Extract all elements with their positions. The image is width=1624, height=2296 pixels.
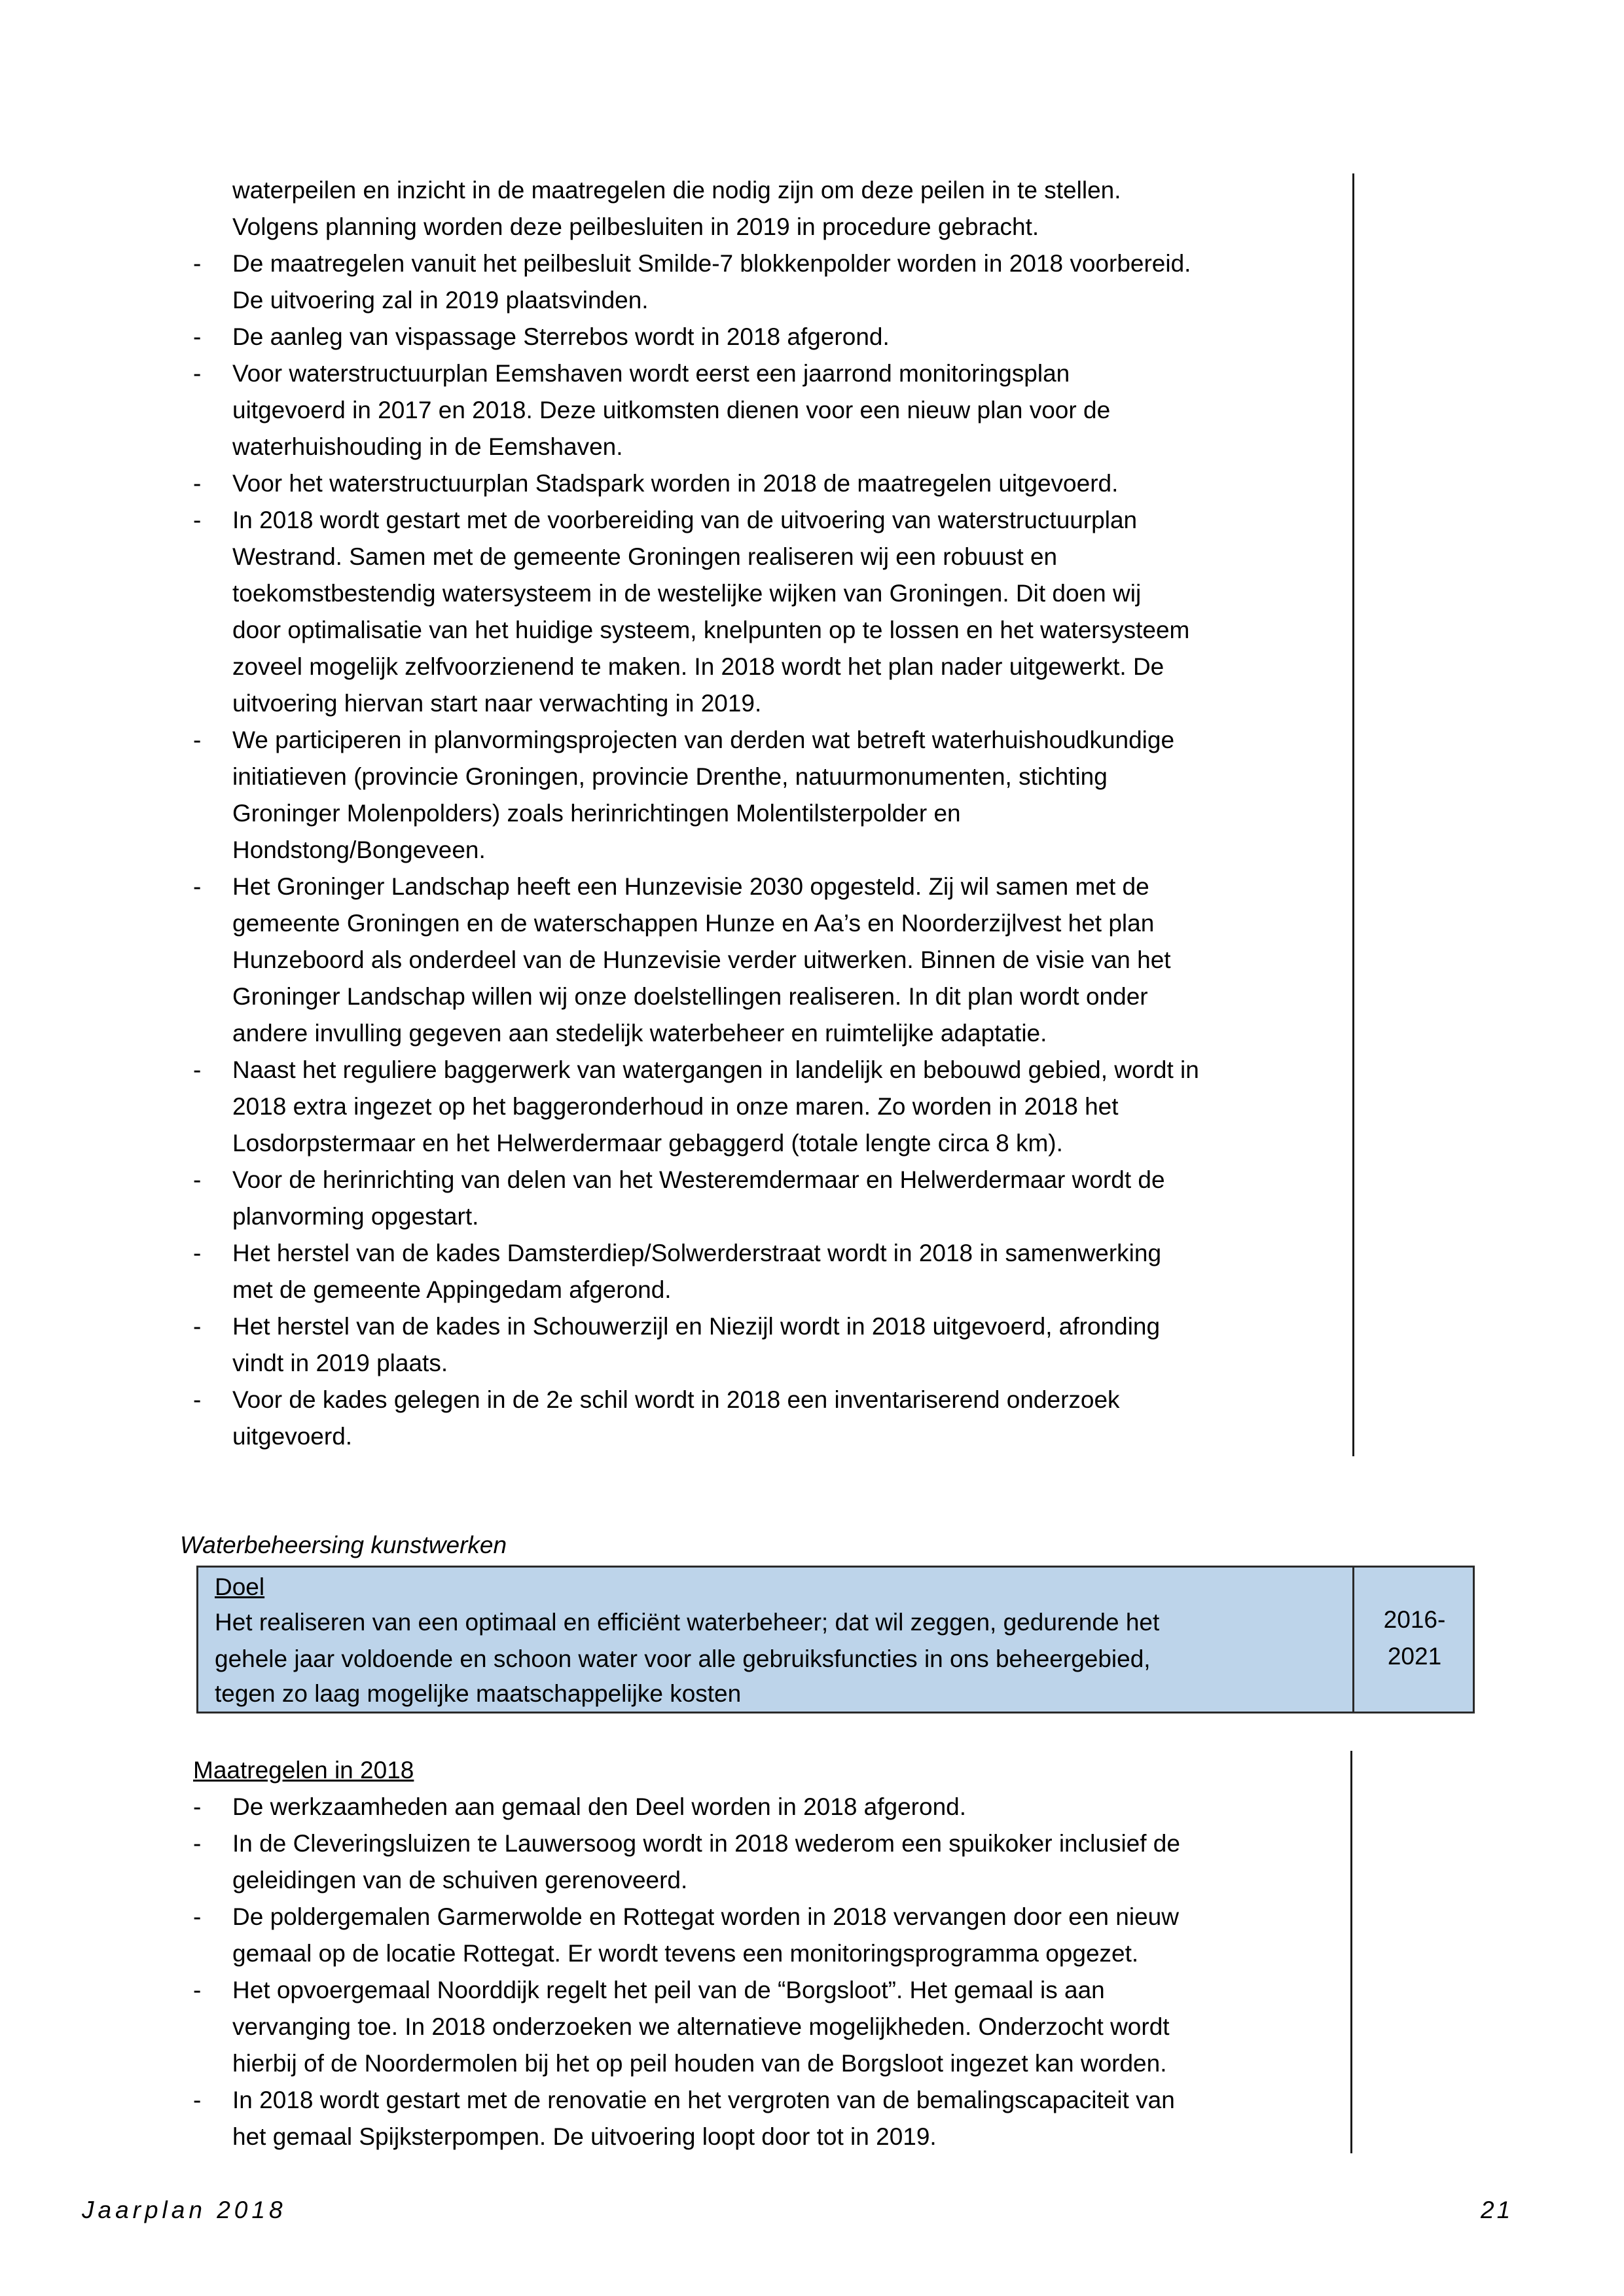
bullet-dash: - — [193, 360, 202, 387]
list-item-line: Het opvoergemaal Noorddijk regelt het peil van de “Borgsloot”. Het gemaal is aan — [232, 1977, 1105, 2003]
goal-text-line: Het realiseren van een optimaal en efficiënt waterbeheer; dat wil zeggen, gedurende het — [215, 1609, 1160, 1636]
bullet-dash: - — [193, 873, 202, 900]
list-item-line: met de gemeente Appingedam afgerond. — [232, 1276, 672, 1303]
list-item-line: Naast het reguliere baggerwerk van watergangen in landelijk en bebouwd gebied, wordt in — [232, 1056, 1199, 1083]
list-item-line: Het herstel van de kades in Schouwerzijl en Niezijl wordt in 2018 uitgevoerd, afronding — [232, 1313, 1161, 1340]
footer-page-number: 21 — [1481, 2197, 1513, 2223]
list-item-line: uitvoering hiervan start naar verwachting in 2019. — [232, 690, 762, 717]
list-item-line: Voor de herinrichting van delen van het Westeremdermaar en Helwerdermaar wordt de — [232, 1166, 1165, 1193]
goal-period — [1354, 1602, 1475, 1675]
list-item-line: geleidingen van de schuiven gerenoveerd. — [232, 1867, 688, 1893]
list-item-line: In 2018 wordt gestart met de renovatie en het vergroten van de bemalingscapaciteit van — [232, 2087, 1175, 2113]
bullet-dash: - — [193, 726, 202, 753]
bullet-dash: - — [193, 470, 202, 497]
bullet-dash: - — [193, 250, 202, 277]
goal-text-line: gehele jaar voldoende en schoon water voor alle gebruiksfuncties in ons beheergebied, — [215, 1645, 1151, 1672]
list-item-line: 2018 extra ingezet op het baggeronderhoud in onze maren. Zo worden in 2018 het — [232, 1093, 1119, 1120]
list-item-line: De werkzaamheden aan gemaal den Deel worden in 2018 afgerond. — [232, 1793, 967, 1820]
list-item-line: Groninger Molenpolders) zoals herinrichtingen Molentilsterpolder en — [232, 800, 961, 827]
list-item-line: Volgens planning worden deze peilbesluiten in 2019 in procedure gebracht. — [232, 213, 1039, 240]
list-item-line: Losdorpstermaar en het Helwerdermaar gebaggerd (totale lengte circa 8 km). — [232, 1130, 1063, 1157]
list-item-line: Voor waterstructuurplan Eemshaven wordt eerst een jaarrond monitoringsplan — [232, 360, 1070, 387]
list-item-line: Voor het waterstructuurplan Stadspark worden in 2018 de maatregelen uitgevoerd. — [232, 470, 1119, 497]
footer-document-title: Jaarplan 2018 — [82, 2197, 287, 2223]
list-item-line: andere invulling gegeven aan stedelijk waterbeheer en ruimtelijke adaptatie. — [232, 1020, 1047, 1047]
list-item-line: gemaal op de locatie Rottegat. Er wordt tevens een monitoringsprogramma opgezet. — [232, 1940, 1139, 1967]
section-title: Waterbeheersing kunstwerken — [180, 1532, 507, 1558]
list-item-line: initiatieven (provincie Groningen, provincie Drenthe, natuurmonumenten, stichting — [232, 763, 1108, 790]
bullet-dash: - — [193, 1793, 202, 1820]
bullet-dash: - — [193, 1977, 202, 2003]
list-item-line: Groninger Landschap willen wij onze doelstellingen realiseren. In dit plan wordt onder — [232, 983, 1148, 1010]
goal-period-start: 2016- — [1383, 1606, 1446, 1633]
goal-header: Doel — [215, 1573, 265, 1600]
list-item-line: De uitvoering zal in 2019 plaatsvinden. — [232, 287, 649, 314]
list-item-line: In de Cleveringsluizen te Lauwersoog wordt in 2018 wederom een spuikoker inclusief de — [232, 1830, 1180, 1857]
list-item-line: vervanging toe. In 2018 onderzoeken we alternatieve mogelijkheden. Onderzocht wordt — [232, 2013, 1170, 2040]
bullet-dash: - — [193, 1240, 202, 1266]
bullet-dash: - — [193, 1830, 202, 1857]
goal-period-end: 2021 — [1387, 1643, 1442, 1670]
bullet-dash: - — [193, 2087, 202, 2113]
revision-bar-lower — [1350, 1751, 1352, 2153]
list-item-line: door optimalisatie van het huidige systeem, knelpunten op te lossen en het watersysteem — [232, 617, 1190, 643]
bullet-dash: - — [193, 507, 202, 533]
list-item-line: Hondstong/Bongeveen. — [232, 836, 486, 863]
list-item-line: Het Groninger Landschap heeft een Hunzevisie 2030 opgesteld. Zij wil samen met de — [232, 873, 1149, 900]
goal-text-line: tegen zo laag mogelijke maatschappelijke kosten — [215, 1680, 742, 1707]
list-item-line: uitgevoerd in 2017 en 2018. Deze uitkomsten dienen voor een nieuw plan voor de — [232, 397, 1111, 423]
list-item-line: Het herstel van de kades Damsterdiep/Solwerderstraat wordt in 2018 in samenwerking — [232, 1240, 1162, 1266]
bullet-dash: - — [193, 1386, 202, 1413]
bullet-dash: - — [193, 1903, 202, 1930]
list-item-line: zoveel mogelijk zelfvoorzienend te maken. In 2018 wordt het plan nader uitgewerkt. De — [232, 653, 1164, 680]
list-item-line: uitgevoerd. — [232, 1423, 353, 1450]
bullet-dash: - — [193, 323, 202, 350]
list-item-line: waterhuishouding in de Eemshaven. — [232, 433, 623, 460]
list-item-line: hierbij of de Noordermolen bij het op peil houden van de Borgsloot ingezet kan worden. — [232, 2050, 1167, 2077]
list-item-line: vindt in 2019 plaats. — [232, 1350, 448, 1376]
list-item-line: waterpeilen en inzicht in de maatregelen die nodig zijn om deze peilen in te stellen. — [232, 177, 1121, 204]
list-item-line: Westrand. Samen met de gemeente Groningen realiseren wij een robuust en — [232, 543, 1058, 570]
goal-table — [196, 1566, 1475, 1713]
list-item-line: Voor de kades gelegen in de 2e schil wordt in 2018 een inventariserend onderzoek — [232, 1386, 1120, 1413]
list-item-line: toekomstbestendig watersysteem in de westelijke wijken van Groningen. Dit doen wij — [232, 580, 1142, 607]
revision-bar-upper — [1352, 173, 1354, 1456]
bullet-dash: - — [193, 1313, 202, 1340]
list-item-line: We participeren in planvormingsprojecten van derden wat betreft waterhuishoudkundige — [232, 726, 1175, 753]
list-item-line: het gemaal Spijksterpompen. De uitvoering loopt door tot in 2019. — [232, 2123, 937, 2150]
list-item-line: De aanleg van vispassage Sterrebos wordt in 2018 afgerond. — [232, 323, 890, 350]
bullet-dash: - — [193, 1056, 202, 1083]
list-item-line: Hunzeboord als onderdeel van de Hunzevisie verder uitwerken. Binnen de visie van het — [232, 946, 1171, 973]
list-item-line: planvorming opgestart. — [232, 1203, 479, 1230]
bullet-dash: - — [193, 1166, 202, 1193]
list-item-line: De maatregelen vanuit het peilbesluit Smilde-7 blokkenpolder worden in 2018 voorbereid. — [232, 250, 1191, 277]
measures-heading: Maatregelen in 2018 — [193, 1757, 414, 1784]
list-item-line: gemeente Groningen en de waterschappen Hunze en Aa’s en Noorderzijlvest het plan — [232, 910, 1155, 937]
list-item-line: De poldergemalen Garmerwolde en Rottegat worden in 2018 vervangen door een nieuw — [232, 1903, 1179, 1930]
list-item-line: In 2018 wordt gestart met de voorbereiding van de uitvoering van waterstructuurplan — [232, 507, 1138, 533]
